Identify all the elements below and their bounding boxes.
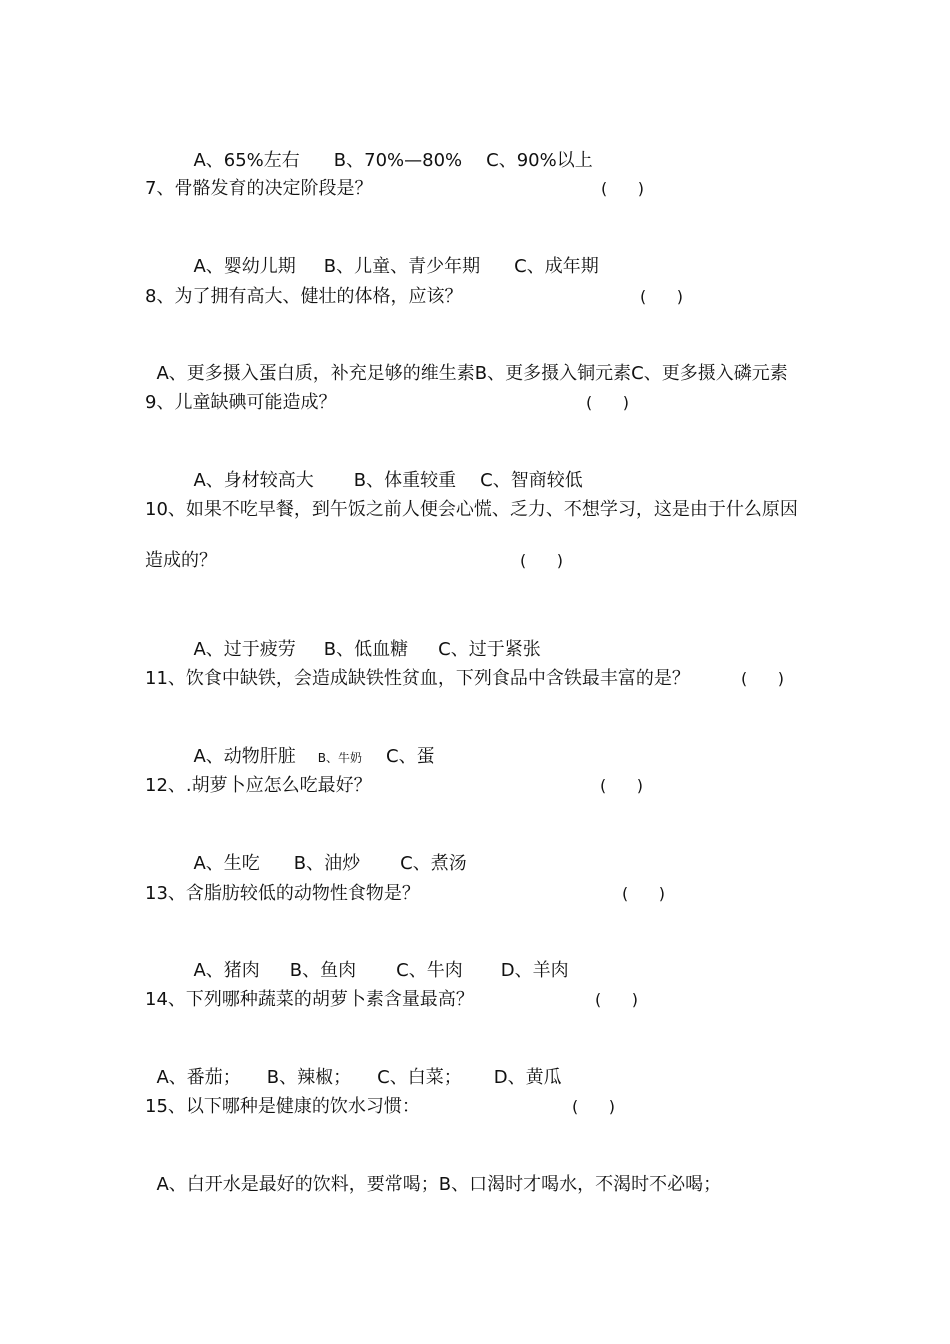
- question-9: 9、儿童缺碘可能造成？: [145, 392, 337, 413]
- answer-line-q15: [145, 1149, 721, 1197]
- option-a: A、婴幼儿期: [193, 256, 296, 277]
- answer-blank: ( ): [741, 669, 784, 688]
- answer-line-q11: [182, 721, 435, 770]
- question-12: 12、.胡萝卜应怎么吃最好？: [145, 775, 372, 796]
- answer-blank: ( ): [572, 1097, 615, 1116]
- answer-blank: ( ): [595, 990, 638, 1009]
- answer-blank: ( ): [640, 287, 683, 306]
- option-c: C、更多摄入磷元素: [631, 363, 788, 384]
- option-b: B、辣椒；: [266, 1067, 352, 1088]
- option-c: C、牛肉: [396, 960, 463, 981]
- option-b: B、70%—80%: [333, 150, 463, 171]
- option-a: A、生吃: [193, 853, 260, 874]
- question-7: 7、骨骼发育的决定阶段是？: [145, 178, 373, 199]
- option-b: B、更多摄入铜元素: [474, 363, 632, 384]
- answer-blank: ( ): [600, 776, 643, 795]
- answer-line-q7: [182, 231, 599, 279]
- question-11: 11、饮食中缺铁，会造成缺铁性贫血，下列食品中含铁最丰富的是？: [145, 668, 690, 689]
- answer-blank: ( ): [586, 393, 629, 412]
- answer-line-q8: [145, 338, 788, 386]
- answer-line-q14: [145, 1042, 562, 1090]
- answer-blank: ( ): [622, 884, 665, 903]
- question-14: 14、下列哪种蔬菜的胡萝卜素含量最高？: [145, 989, 474, 1010]
- question-15: 15、以下哪种是健康的饮水习惯：: [145, 1096, 420, 1117]
- option-a: A、65%左右: [193, 150, 300, 171]
- answer-blank: ( ): [520, 551, 563, 570]
- option-a: A、过于疲劳: [193, 639, 296, 660]
- answer-line-q9: [182, 445, 583, 493]
- option-c: C、蛋: [386, 746, 435, 767]
- answer-line-q13: [182, 935, 569, 983]
- option-a: A、更多摄入蛋白质，补充足够的维生素: [156, 363, 475, 384]
- option-c: C、煮汤: [400, 853, 467, 874]
- option-b: B、牛奶: [317, 751, 363, 765]
- option-a: A、身材较高大: [193, 470, 314, 491]
- answer-line-q10: [182, 614, 541, 662]
- option-a: A、猪肉: [193, 960, 260, 981]
- question-13: 13、含脂肪较低的动物性食物是？: [145, 883, 420, 904]
- option-a: A、番茄；: [156, 1067, 241, 1088]
- option-d: D、羊肉: [500, 960, 569, 981]
- option-b: B、鱼肉: [289, 960, 357, 981]
- answer-blank: ( ): [601, 179, 644, 198]
- question-10: 10、如果不吃早餐，到午饭之前人便会心慌、乏力、不想学习，这是由于什么原因: [145, 499, 798, 520]
- option-c: C、90%以上: [486, 150, 593, 171]
- option-b: B、儿童、青少年期: [323, 256, 481, 277]
- option-d: D、黄瓜: [493, 1067, 562, 1088]
- option-b: B、油炒: [293, 853, 361, 874]
- answer-line-q12: [182, 828, 467, 876]
- option-c: C、智商较低: [480, 470, 583, 491]
- answer-line-q6: [182, 125, 593, 173]
- option-a: A、白开水是最好的饮料，要常喝；: [156, 1174, 439, 1195]
- question-10-continued: 造成的？: [145, 550, 217, 571]
- option-a: A、动物肝脏: [193, 746, 296, 767]
- option-b: B、低血糖: [323, 639, 409, 660]
- option-b: B、体重较重: [353, 470, 457, 491]
- option-c: C、过于紧张: [438, 639, 541, 660]
- option-b: B、口渴时才喝水，不渴时不必喝；: [438, 1174, 722, 1195]
- option-c: C、成年期: [514, 256, 599, 277]
- option-c: C、白菜；: [377, 1067, 462, 1088]
- question-8: 8、为了拥有高大、健壮的体格，应该？: [145, 286, 463, 307]
